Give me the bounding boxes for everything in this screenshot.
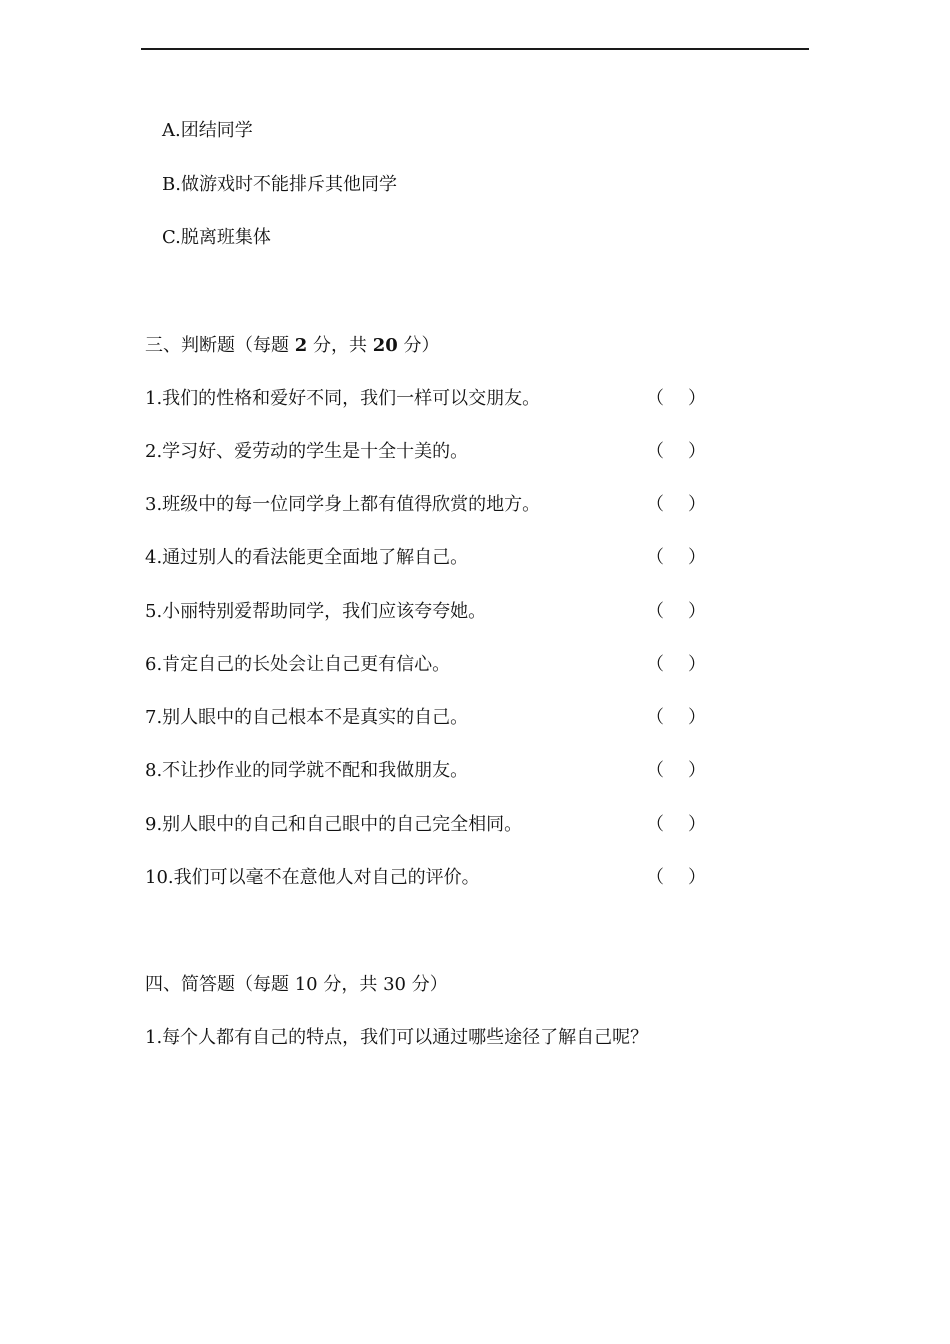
option-b: B.做游戏时不能排斥其他同学 <box>162 174 397 195</box>
section-3-points-each: 2 <box>294 335 308 356</box>
answer-blank-7[interactable] <box>646 706 706 730</box>
paren-open: （ <box>646 654 664 675</box>
header-rule <box>141 48 809 50</box>
paren-open: （ <box>646 494 664 515</box>
option-c: C.脱离班集体 <box>162 227 271 248</box>
section-3-heading-suffix: 分） <box>397 335 440 356</box>
judgement-question-9: 9.别人眼中的自己和自己眼中的自己完全相同。 <box>145 814 523 835</box>
section-3-heading-prefix: 三、判断题（每题 <box>145 335 295 356</box>
paren-open: （ <box>646 601 664 622</box>
paren-close: ） <box>688 547 706 568</box>
judgement-question-3: 3.班级中的每一位同学身上都有值得欣赏的地方。 <box>145 494 541 515</box>
paren-open: （ <box>646 441 664 462</box>
paren-close: ） <box>688 441 706 462</box>
answer-blank-2[interactable] <box>646 440 706 464</box>
paren-close: ） <box>688 814 706 835</box>
paren-close: ） <box>688 601 706 622</box>
answer-blank-8[interactable] <box>646 759 706 783</box>
judgement-question-10: 10.我们可以毫不在意他人对自己的评价。 <box>145 867 480 888</box>
judgement-question-6: 6.肯定自己的长处会让自己更有信心。 <box>145 654 451 675</box>
paren-close: ） <box>688 707 706 728</box>
judgement-question-7: 7.别人眼中的自己根本不是真实的自己。 <box>145 707 469 728</box>
option-a: A.团结同学 <box>162 120 253 141</box>
paren-open: （ <box>646 547 664 568</box>
answer-blank-10[interactable] <box>646 866 706 890</box>
section-4-heading: 四、简答题（每题 10 分，共 30 分） <box>145 974 448 995</box>
paren-open: （ <box>646 867 664 888</box>
paren-open: （ <box>646 760 664 781</box>
answer-blank-5[interactable] <box>646 600 706 624</box>
answer-blank-4[interactable] <box>646 546 706 570</box>
section-3-points-total: 20 <box>372 335 398 356</box>
judgement-question-5: 5.小丽特别爱帮助同学，我们应该夸夸她。 <box>145 601 487 622</box>
short-answer-question-1: 1.每个人都有自己的特点，我们可以通过哪些途径了解自己呢？ <box>145 1027 649 1048</box>
answer-blank-9[interactable] <box>646 813 706 837</box>
section-3-heading-mid: 分，共 <box>307 335 373 356</box>
judgement-question-4: 4.通过别人的看法能更全面地了解自己。 <box>145 547 469 568</box>
paren-close: ） <box>688 388 706 409</box>
section-3-heading <box>145 334 440 358</box>
answer-blank-3[interactable] <box>646 493 706 517</box>
paren-close: ） <box>688 760 706 781</box>
answer-blank-1[interactable] <box>646 387 706 411</box>
paren-open: （ <box>646 814 664 835</box>
judgement-question-1: 1.我们的性格和爱好不同，我们一样可以交朋友。 <box>145 388 541 409</box>
paren-open: （ <box>646 707 664 728</box>
paren-close: ） <box>688 654 706 675</box>
paren-close: ） <box>688 494 706 515</box>
paren-close: ） <box>688 867 706 888</box>
judgement-question-8: 8.不让抄作业的同学就不配和我做朋友。 <box>145 760 469 781</box>
judgement-question-2: 2.学习好、爱劳动的学生是十全十美的。 <box>145 441 469 462</box>
paren-open: （ <box>646 388 664 409</box>
answer-blank-6[interactable] <box>646 653 706 677</box>
